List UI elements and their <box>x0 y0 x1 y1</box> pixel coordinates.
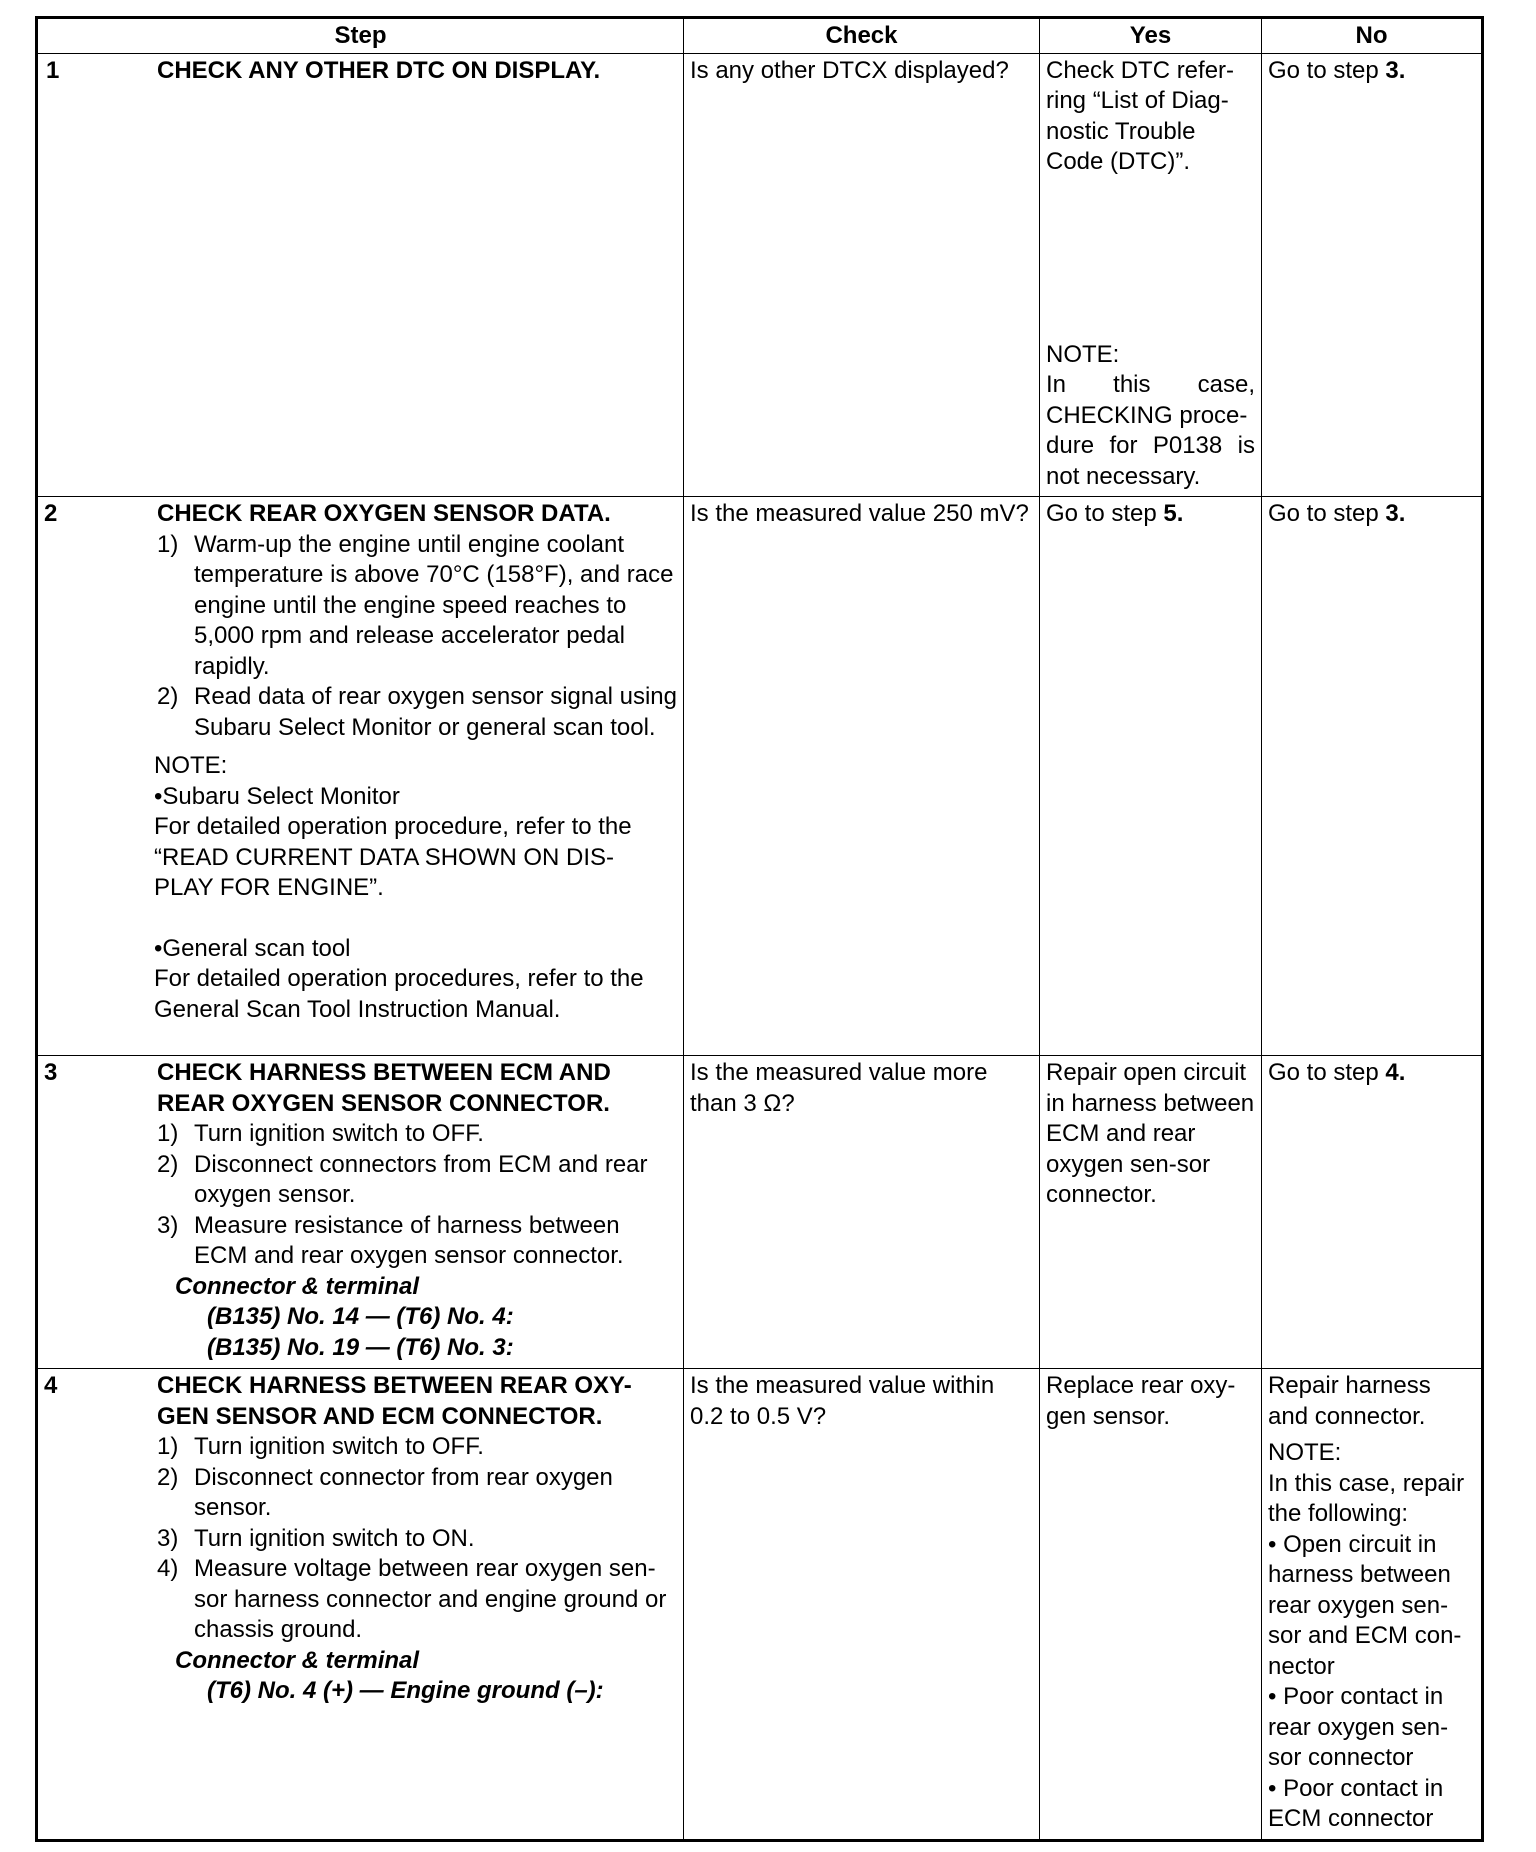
table-row-step-3 <box>37 1056 1483 1369</box>
no-text: Go to step <box>1268 500 1386 527</box>
no-cell <box>1262 1056 1483 1369</box>
list-item: 2) Disconnect connectors from ECM and rear oxygen sensor. <box>157 1150 648 1208</box>
note-label: NOTE: <box>1268 1439 1342 1466</box>
step-title: CHECK ANY OTHER DTC ON DISPLAY. <box>157 56 601 84</box>
bullet-item: • Poor contact in ECM connector <box>1268 1774 1444 1832</box>
note-line: In this case, <box>1046 371 1255 398</box>
table-row-step-4 <box>37 1369 1483 1841</box>
check-cell: Is the measured value more than 3 Ω? <box>684 1056 1040 1369</box>
no-cell <box>1262 1369 1483 1841</box>
note-item-text: For detailed operation procedure, refer to the “READ CURRENT DATA SHOWN ON DIS-PLAY FOR ENGINE”. <box>154 813 632 901</box>
connector-terminal-item: (B135) No. 19 — (T6) No. 3: <box>207 1333 514 1361</box>
note-line: dure for P0138 is <box>1046 432 1255 459</box>
note-text: In this case, repair the following: <box>1268 1469 1465 1527</box>
yes-cell: Repair open circuit in harness between ECM and rear oxygen sen-sor connector. <box>1040 1056 1262 1369</box>
yes-cell <box>1040 53 1262 497</box>
step-instructions <box>157 1432 677 1707</box>
connector-terminal-item: (T6) No. 4 (+) — Engine ground (–): <box>207 1677 604 1704</box>
list-item: 1) Warm-up the engine until engine coolant temperature is above 70°C (158°F), and race engine until the engine speed reaches to 5,000 rpm and release accelerator pedal rapidly. <box>157 530 674 680</box>
list-item: 3) Measure resistance of harness between ECM and rear oxygen sensor connector. <box>157 1211 624 1269</box>
list-item: 1) Turn ignition switch to OFF. <box>157 1433 484 1460</box>
step-number: 3 <box>44 1059 58 1086</box>
connector-terminal-heading: Connector & terminal <box>175 1272 420 1300</box>
header-yes: Yes <box>1040 18 1262 54</box>
note-line: not necessary. <box>1046 462 1201 490</box>
note-line: CHECKING proce- <box>1046 401 1248 429</box>
step-ref: 4. <box>1385 1059 1406 1086</box>
yes-line: Code (DTC)”. <box>1046 148 1191 175</box>
step-cell <box>37 497 684 1056</box>
yes-line: nostic Trouble <box>1046 117 1196 145</box>
step-title: CHECK HARNESS BETWEEN REAR OXY-GEN SENSOR AND ECM CONNECTOR. <box>157 1372 632 1430</box>
step-cell <box>37 53 684 497</box>
bullet-item: • Open circuit in harness between rear oxygen sen-sor and ECM con-nector <box>1268 1530 1462 1680</box>
check-cell: Is any other DTCX displayed? <box>684 53 1040 497</box>
list-item: 2) Read data of rear oxygen sensor signal using Subaru Select Monitor or general scan tool. <box>157 683 677 741</box>
check-cell: Is the measured value 250 mV? <box>684 497 1040 1056</box>
diagnostic-procedure-table <box>35 16 1484 1842</box>
yes-line: Check DTC refer- <box>1046 56 1235 84</box>
step-cell <box>37 1056 684 1369</box>
note-label: NOTE: <box>154 752 228 779</box>
no-text: Go to step <box>1268 1059 1386 1086</box>
step-cell <box>37 1369 684 1841</box>
list-item: 2) Disconnect connector from rear oxygen sensor. <box>157 1463 613 1521</box>
header-row <box>37 18 1483 54</box>
list-item: 4) Measure voltage between rear oxygen sen-sor harness connector and engine ground or chassis ground. <box>157 1555 667 1643</box>
header-check: Check <box>684 18 1040 54</box>
yes-cell <box>1040 497 1262 1056</box>
yes-text: Go to step <box>1046 500 1164 527</box>
step-ref: 5. <box>1163 500 1184 527</box>
note-item-text: For detailed operation procedures, refer to the General Scan Tool Instruction Manual. <box>154 965 644 1023</box>
note-item-head: •Subaru Select Monitor <box>154 782 400 810</box>
step-number: 2 <box>44 500 58 527</box>
check-cell: Is the measured value within 0.2 to 0.5 V? <box>684 1369 1040 1841</box>
step-instructions <box>157 530 677 744</box>
yes-cell: Replace rear oxy-gen sensor. <box>1040 1369 1262 1841</box>
table-row-step-1 <box>37 53 1483 497</box>
no-cell <box>1262 497 1483 1056</box>
header-step: Step <box>37 18 684 54</box>
connector-terminal-item: (B135) No. 14 — (T6) No. 4: <box>207 1303 514 1330</box>
step-title: CHECK HARNESS BETWEEN ECM AND REAR OXYGEN SENSOR CONNECTOR. <box>157 1059 611 1117</box>
step-number: 4 <box>44 1372 58 1399</box>
yes-line: ring “List of Diag- <box>1046 87 1229 114</box>
note-item-head: •General scan tool <box>154 934 351 962</box>
table-row-step-2 <box>37 497 1483 1056</box>
note-block <box>154 751 677 1025</box>
header-no: No <box>1262 18 1483 54</box>
step-title: CHECK REAR OXYGEN SENSOR DATA. <box>157 500 611 527</box>
no-cell <box>1262 53 1483 497</box>
no-text: Go to step <box>1268 56 1386 84</box>
note-label: NOTE: <box>1046 340 1120 368</box>
list-item: 1) Turn ignition switch to OFF. <box>157 1120 484 1147</box>
step-ref: 3. <box>1385 500 1406 527</box>
bullet-item: • Poor contact in rear oxygen sen-sor connector <box>1268 1683 1449 1771</box>
connector-terminal-heading: Connector & terminal <box>175 1646 420 1674</box>
step-number: 1 <box>46 56 60 84</box>
list-item: 3) Turn ignition switch to ON. <box>157 1524 475 1552</box>
no-text: Repair harness and connector. <box>1268 1372 1431 1430</box>
step-ref: 3. <box>1385 56 1406 84</box>
step-instructions <box>157 1119 677 1363</box>
